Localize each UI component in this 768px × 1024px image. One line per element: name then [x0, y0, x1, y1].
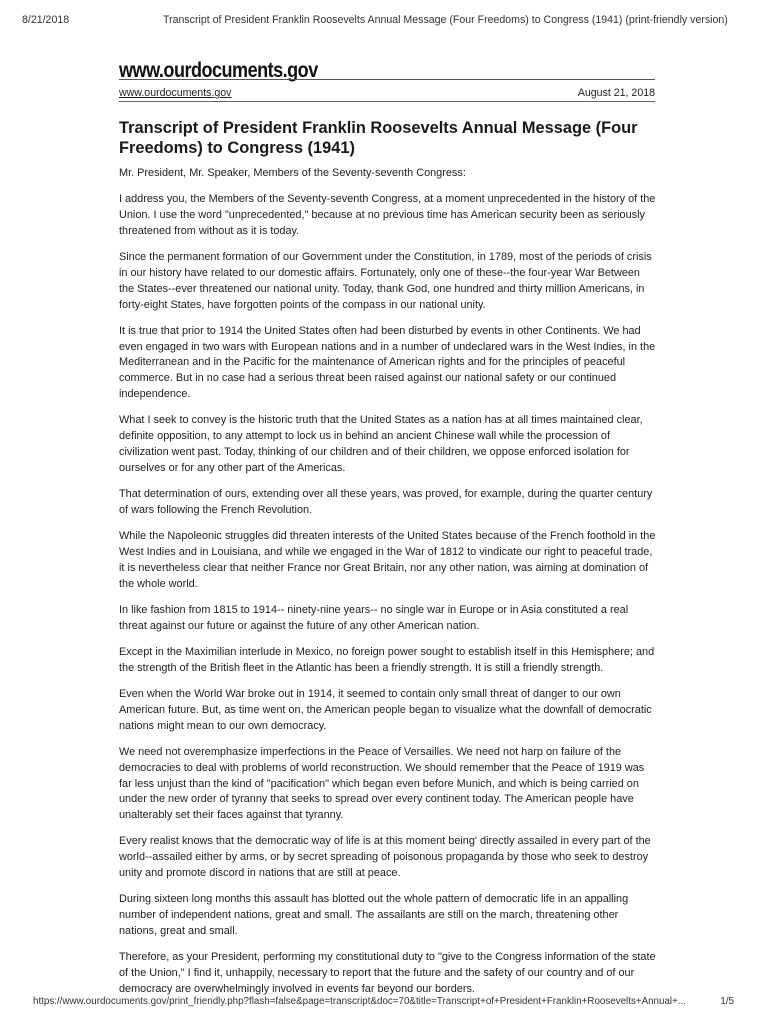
- paragraph: I address you, the Members of the Seventy-seventh Congress, at a moment unprecedented in the history of the Union. I use the word "unprecedented," because at no previous time has American security been as seriously threatened from without as it is today.: [119, 193, 656, 237]
- paragraph: Every realist knows that the democratic way of life is at this moment being' directly assailed in every part of the world--assailed either by arms, or by secret spreading of poisonous propaganda by those who seek to destroy unity and promote discord in nations that are still at peace.: [119, 835, 651, 879]
- paragraph: It is true that prior to 1914 the United States often had been disturbed by events in other Continents. We had even engaged in two wars with European nations and in a number of undeclared wars in the West Indies, in the Mediterranean and in the Pacific for the maintenance of American rights and for the principles of peaceful commerce. But in no case had a serious threat been raised against our national safety or our continued independence.: [119, 324, 656, 401]
- paragraph: What I seek to convey is the historic truth that the United States as a nation has at all times maintained clear, definite opposition, to any attempt to lock us in behind an ancient Chinese wall while the procession of civilization went past. Today, thinking of our children and of their children, we oppose enforced isolation for ourselves or for any other part of the Americas.: [119, 414, 643, 474]
- masthead-subrow: [119, 85, 655, 101]
- paragraph-salutation: Mr. President, Mr. Speaker, Members of the Seventy-seventh Congress:: [119, 167, 466, 179]
- masthead-divider: [119, 101, 655, 102]
- page-number: 1/5: [720, 996, 734, 1007]
- print-date: 8/21/2018: [22, 14, 70, 26]
- paragraph: In like fashion from 1815 to 1914-- ninety-nine years-- no single war in Europe or in Asia constituted a real threat against our future or against the future of any other American nation.: [119, 603, 629, 632]
- paragraph: That determination of ours, extending over all these years, was proved, for example, during the quarter century of wars following the French Revolution.: [119, 488, 653, 516]
- paragraph: Even when the World War broke out in 1914, it seemed to contain only small threat of danger to our own American future. But, as time went on, the American people began to visualize what the downfall of democratic nations might mean to our own democracy.: [119, 688, 652, 732]
- masthead: [119, 60, 655, 101]
- site-logo: www.ourdocuments.gov: [119, 59, 318, 82]
- print-page-title: Transcript of President Franklin Roosevelts Annual Message (Four Freedoms) to Congress (1941) (print-friendly version): [163, 14, 728, 26]
- print-footer: [33, 996, 734, 1010]
- paragraph: While the Napoleonic struggles did threaten interests of the United States because of the French foothold in the West Indies and in Louisiana, and while we engaged in the War of 1812 to vindicate our right to peaceful trade, it is nevertheless clear that neither France nor Great Britain, nor any other nation, was aiming at domination of the whole world.: [119, 530, 656, 590]
- document-title: Transcript of President Franklin Roosevelts Annual Message (Four Freedoms) to Congress (1941): [119, 119, 638, 157]
- paragraph: Except in the Maximilian interlude in Mexico, no foreign power sought to establish itself in this Hemisphere; and the strength of the British fleet in the Atlantic has been a friendly strength. It is still a friendly strength.: [119, 645, 655, 674]
- paragraph: Since the permanent formation of our Government under the Constitution, in 1789, most of the periods of crisis in our history have related to our domestic affairs. Fortunately, only one of these--the four-year War Between the States--ever threatened our national unity. Today, thank God, one hundred and thirty million Americans, in forty-eight States, have forgotten points of the compass in our national unity.: [119, 251, 652, 311]
- document-content: [119, 118, 657, 1008]
- logo-divider: [119, 79, 655, 80]
- paragraph: Therefore, as your President, performing my constitutional duty to "give to the Congress information of the state of the Union," I find it, unhappily, necessary to report that the future and the safety of our country and of our democracy are overwhelmingly involved in events far beyond our borders.: [119, 951, 656, 995]
- paragraph: During sixteen long months this assault has blotted out the whole pattern of democratic life in an appalling number of independent nations, great and small. The assailants are still on the march, threatening other nations, great and small.: [119, 893, 629, 937]
- print-header: [22, 14, 746, 28]
- footer-url: https://www.ourdocuments.gov/print_friendly.php?flash=false&page=transcript&doc=70&title=Transcript+of+President+Franklin+Roosevelts+Annual+...: [33, 996, 686, 1007]
- paragraph: We need not overemphasize imperfections in the Peace of Versailles. We need not harp on failure of the democracies to deal with problems of world reconstruction. We should remember that the Peace of 1919 was far less unjust than the kind of "pacification" which began even before Munich, and which is being carried on under the new order of tyranny that seeks to spread over every continent today. The American people have unalterably set their faces against that tyranny.: [119, 745, 645, 822]
- site-link[interactable]: www.ourdocuments.gov: [119, 87, 232, 99]
- masthead-date: August 21, 2018: [577, 87, 655, 99]
